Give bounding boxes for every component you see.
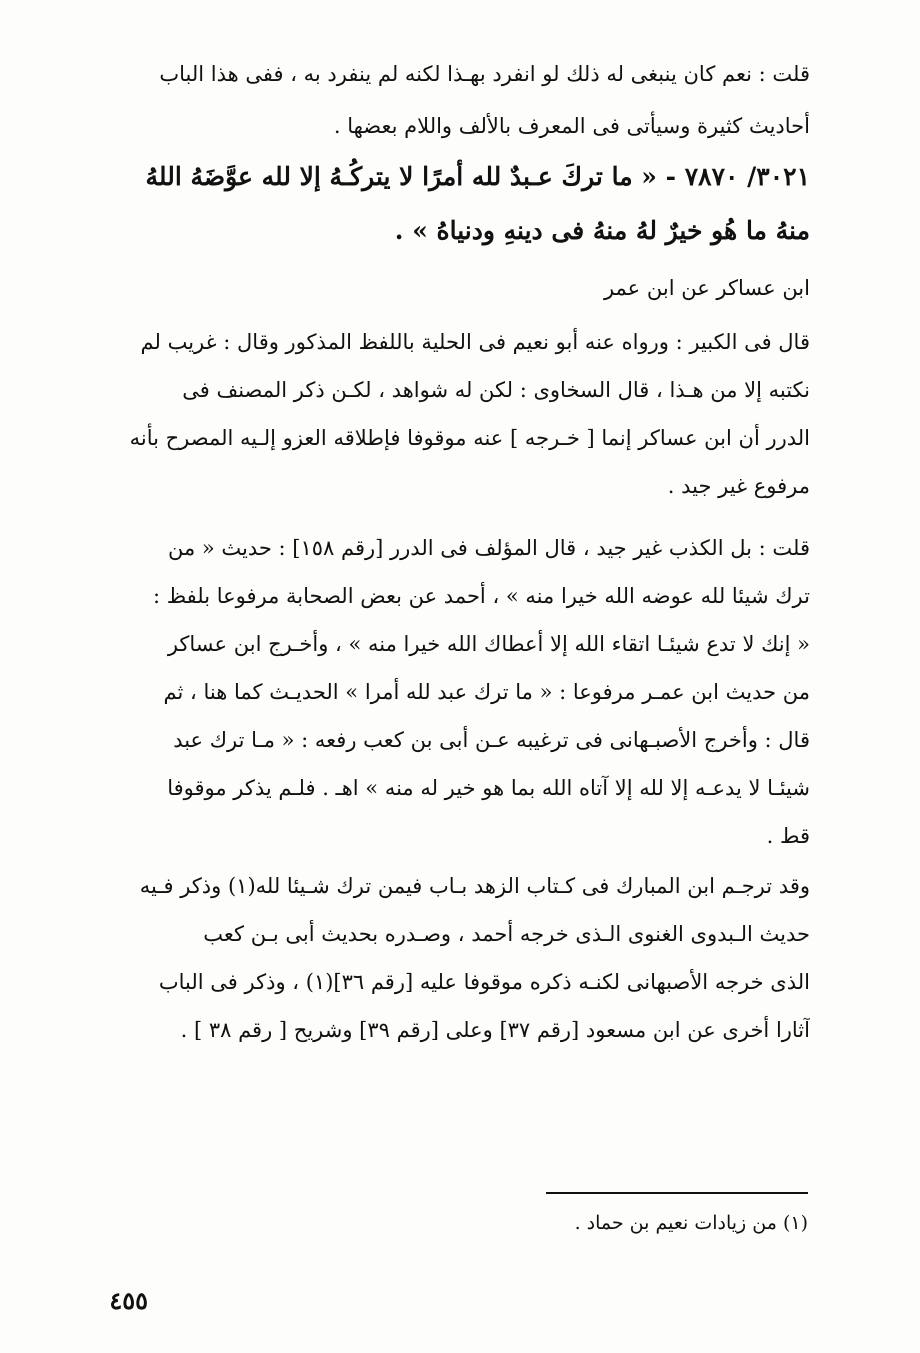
- footnote: (١) من زيادات نعيم بن حماد .: [574, 1212, 808, 1234]
- text-line: شيئـا لا يدعـه إلا لله إلا آتاه الله بما هو خير له منه » اهـ . فلـم يذكر موقوفا: [167, 776, 810, 800]
- paragraph-intro: [100, 48, 810, 152]
- text-line: وقد ترجـم ابن المبارك فى كـتاب الزهد بـاب فيمن ترك شـيئا لله(١) وذكر فـيه: [139, 874, 810, 898]
- text-line: أحاديث كثيرة وسيأتى فى المعرف بالألف واللام بعضها .: [333, 114, 810, 138]
- text-line: الدرر أن ابن عساكر إنما [ خـرجه ] عنه موقوفا فإطلاقه العزو إلـيه المصرح بأنه: [129, 426, 810, 450]
- text-line: حديث الـبدوى الغنوى الـذى خرجه أحمد ، وصـدره بحديث أبى بـن كعب: [203, 922, 810, 946]
- source-line: ابن عساكر عن ابن عمر: [603, 276, 810, 300]
- text-line: قلت : بل الكذب غير جيد ، قال المؤلف فى الدرر [رقم ١٥٨] : حديث « من: [167, 536, 810, 560]
- text-line: « إنك لا تدع شيئـا اتقاء الله إلا أعطاك الله خيرا منه » ، وأخـرج ابن عساكر: [167, 632, 810, 656]
- page-number: ٤٥٥: [109, 1286, 148, 1315]
- text-line: الذى خرجه الأصبهانى لكنـه ذكره موقوفا عليه [رقم ٣٦](١) ، وذكر فى الباب: [158, 970, 810, 994]
- hadith-text: [100, 150, 810, 258]
- text-line: آثارا أخرى عن ابن مسعود [رقم ٣٧] وعلى [رقم ٣٩] وشريح [ رقم ٣٨ ] .: [180, 1018, 810, 1042]
- text-line: نكتبه إلا من هـذا ، قال السخاوى : لكن له شواهد ، لكـن ذكر المصنف فى: [182, 378, 810, 402]
- text-line: ترك شيئا لله عوضه الله خيرا منه » ، أحمد عن بعض الصحابة مرفوعا بلفظ :: [152, 584, 810, 608]
- text-line: قال فى الكبير : ورواه عنه أبو نعيم فى الحلية باللفظ المذكور وقال : غريب لم: [140, 330, 810, 354]
- text-line: قلت : نعم كان ينبغى له ذلك لو انفرد بهـذا لكنه لم ينفرد به ، ففى هذا الباب: [159, 62, 810, 86]
- text-line: من حديث ابن عمـر مرفوعا : « ما ترك عبد لله أمرا » الحديـث كما هنا ، ثم: [163, 680, 810, 704]
- text-line: قط .: [766, 824, 810, 848]
- footnote-divider: [546, 1192, 808, 1194]
- paragraph-zuhd: [100, 862, 810, 1054]
- hadith-source: [100, 266, 810, 310]
- text-line: قال : وأخرج الأصبـهانى فى ترغيبه عـن أبى بن كعب رفعه : « مـا ترك عبد: [173, 728, 810, 752]
- hadith-line: منهُ ما هُو خيرٌ لهُ منهُ فى دينهِ ودنياهُ » .: [394, 216, 810, 245]
- paragraph-commentary: [100, 318, 810, 510]
- text-line: مرفوع غير جيد .: [667, 474, 810, 498]
- hadith-line: ٣٠٢١/ ٧٨٧٠ - « ما تركَ عـبدٌ لله أمرًا لا يتركُـهُ إلا لله عوَّضَهُ اللهُ: [145, 162, 810, 191]
- paragraph-response: [100, 524, 810, 860]
